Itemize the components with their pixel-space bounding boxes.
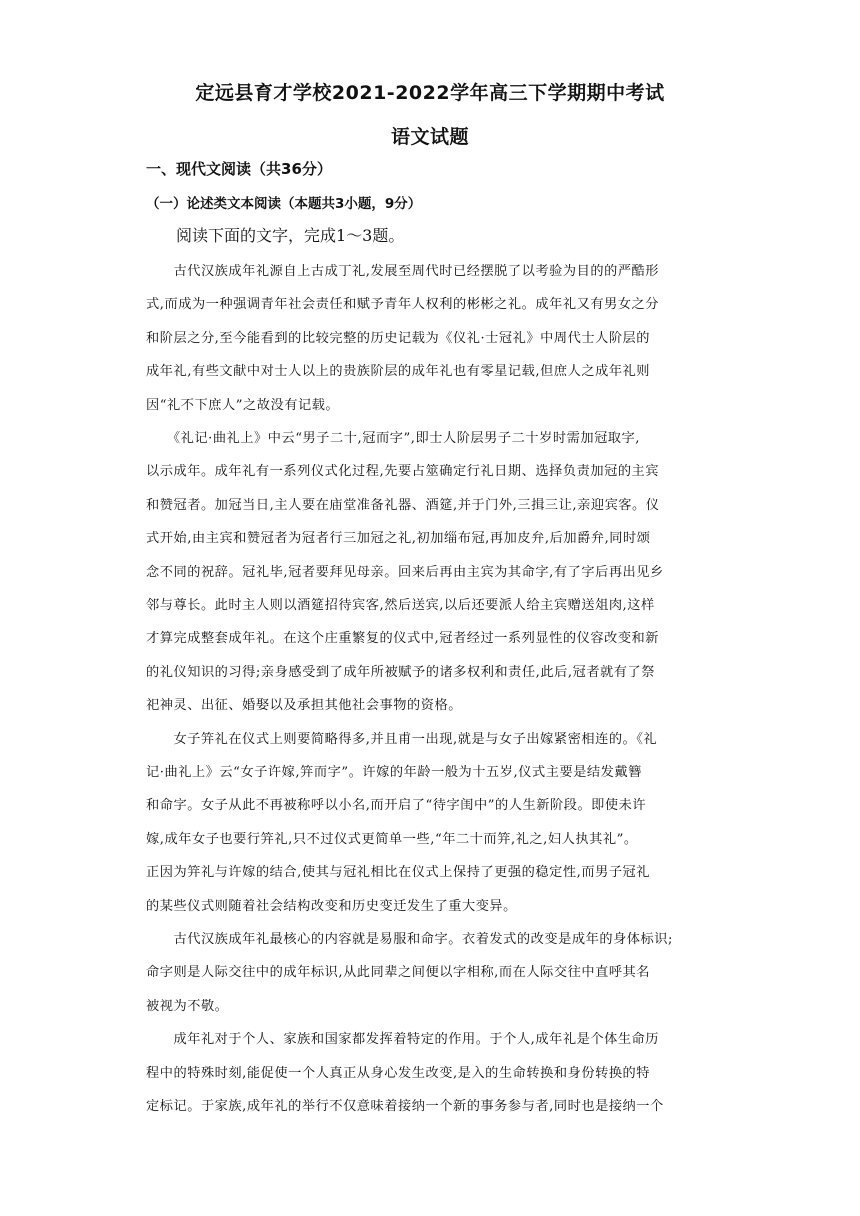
reading-instruction: 阅读下面的文字，完成1～3题。	[176, 226, 405, 245]
passage-line: 祀神灵、出征、婚娶以及承担其他社会事物的资格。	[146, 698, 462, 714]
passage-line: 古代汉族成年礼最核心的内容就是易服和命字。衣着发式的改变是成年的身体标识;	[146, 932, 674, 947]
passage-line: 邻与尊长。此时主人则以酒筵招待宾客,然后送宾,以后还要派人给主宾赠送俎肉,这样	[146, 598, 655, 613]
section-heading: 一、现代文阅读（共36分）	[146, 160, 332, 178]
passage-line: 程中的特殊时刻,能促使一个人真正从身心发生改变,是入的生命转换和身份转换的特	[146, 1065, 651, 1081]
passage-line: 和命字。女子从此不再被称呼以小名,而开启了“待字闺中”的人生新阶段。即使未许	[146, 798, 647, 814]
passage-line: 式开始,由主宾和赞冠者为冠者行三加冠之礼,初加缁布冠,再加皮弁,后加爵弁,同时颂	[146, 531, 651, 547]
passage-line: 的某些仪式则随着社会结构改变和历史变迁发生了重大变异。	[146, 898, 517, 914]
passage-line: 成年礼,有些文献中对士人以上的贵族阶层的成年礼也有零星记载,但庶人之成年礼则	[146, 364, 651, 380]
passage-line: 古代汉族成年礼源自上古成丁礼,发展至周代时已经摆脱了以考验为目的的严酷形	[146, 264, 660, 279]
passage-line: 才算完成整套成年礼。在这个庄重繁复的仪式中,冠者经过一系列显性的仪容改变和新	[146, 631, 660, 647]
passage-line: 被视为不敬。	[146, 998, 229, 1014]
passage-line: 命字则是人际交往中的成年标识,从此同辈之间便以字相称,而在人际交往中直呼其名	[146, 965, 651, 981]
passage-line: 因“礼不下庶人”之故没有记载。	[146, 397, 340, 413]
passage-line: 嫁,成年女子也要行笄礼,只不过仪式更简单一些,“年二十而笄,礼之,妇人执其礼”。	[146, 831, 638, 847]
subsection-heading: （一）论述类文本阅读（本题共3小题，9分）	[146, 196, 422, 212]
passage-line: 成年礼对于个人、家族和国家都发挥着特定的作用。于个人,成年礼是个体生命历	[146, 1032, 660, 1048]
passage-line: 和阶层之分,至今能看到的比较完整的历史记载为《仪礼·士冠礼》中周代士人阶层的	[146, 330, 651, 346]
passage-line: 正因为笄礼与许嫁的结合,使其与冠礼相比在仪式上保持了更强的稳定性,而男子冠礼	[146, 865, 651, 881]
passage-line: 以示成年。成年礼有一系列仪式化过程,先要占筮确定行礼日期、选择负责加冠的主宾	[146, 464, 660, 480]
passage-line: 和赞冠者。加冠当日,主人要在庙堂准备礼器、酒筵,并于门外,三揖三让,亲迎宾客。仪	[146, 497, 660, 513]
passage-line: 念不同的祝辞。冠礼毕,冠者要拜见母亲。回来后再由主宾为其命字,有了字后再出见乡	[146, 564, 664, 580]
passage-line: 《礼记·曲礼上》中云“男子二十,冠而字”,即士人阶层男子二十岁时需加冠取字,	[146, 431, 641, 446]
passage-line: 女子笄礼在仪式上则要简略得多,并且甫一出现,就是与女子出嫁紧密相连的。《礼	[146, 731, 658, 747]
passage-line: 记·曲礼上》云“女子许嫁,笄而字”。许嫁的年龄一般为十五岁,仪式主要是结发戴簪	[146, 765, 642, 780]
exam-title: 定远县育才学校2021-2022学年高三下学期期中考试	[195, 82, 665, 104]
passage-line: 的礼仪知识的习得;亲身感受到了成年所被赋予的诸多权利和责任,此后,冠者就有了祭	[146, 664, 656, 680]
exam-subtitle: 语文试题	[390, 126, 469, 148]
passage-line: 式,而成为一种强调青年社会责任和赋予青年人权利的彬彬之礼。成年礼又有男女之分	[146, 297, 660, 313]
passage-line: 定标记。于家族,成年礼的举行不仅意味着接纳一个新的事务参与者,同时也是接纳一个	[146, 1099, 664, 1114]
